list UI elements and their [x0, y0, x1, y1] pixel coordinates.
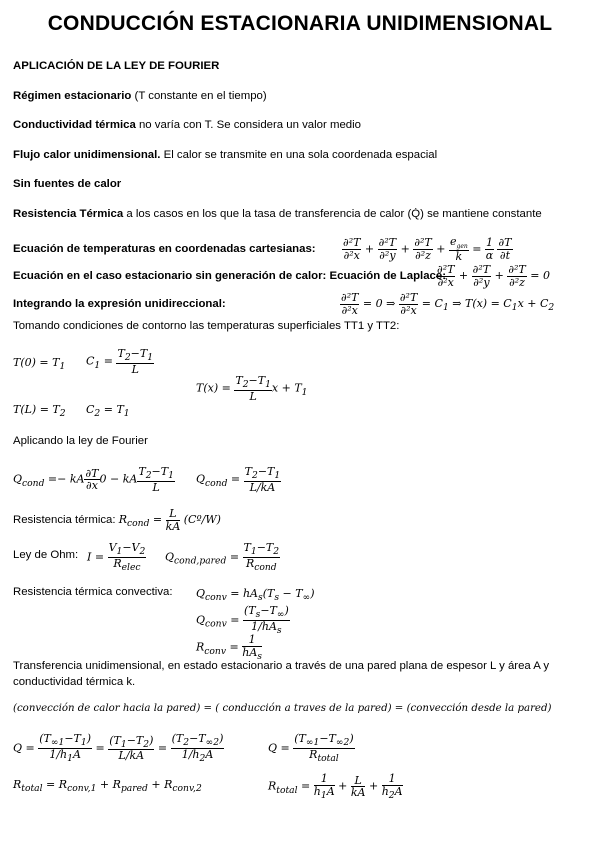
bc-t0: $T(0) = T_1$	[13, 356, 66, 373]
rtotal-expanded: $R_{total}$ = $\frac{1}{h_1A}$ + $\frac{L}{kA}$ + $\frac{1}{h_2A}$	[268, 772, 403, 801]
qconv-newton: $Q_{conv} = hA_s(T_s - T_\infty)$	[196, 587, 315, 604]
item-term: Flujo calor unidimensional.	[13, 149, 161, 161]
section-heading: APLICACIÓN DE LA LEY DE FOURIER	[13, 60, 220, 72]
q-total: Q = $\frac{(T_{\infty 1}-T_{\infty 2})}{R_{total}}$	[268, 732, 354, 764]
item-resistencia	[13, 208, 542, 220]
item-term: Sin fuentes de calor	[13, 178, 122, 190]
eq-label-integrating: Integrando la expresión unidireccional:	[13, 298, 226, 310]
item-fuentes	[13, 178, 121, 190]
rcond-label: Resistencia térmica:	[13, 514, 116, 527]
item-flujo	[13, 149, 437, 161]
qconv-resistance: $Q_{conv}$ = $\frac{(T_s-T_\infty)}{1/hA_s}$	[196, 604, 289, 636]
heat-equation: $\frac{\text{∂²T}}{\text{∂²x}}$ + $\frac{\text{∂²T}}{\text{∂²y}}$ + $\frac{\text{∂²T}}{\text{∂²z}}$ + $\frac{e_{gen}}{k}$ = $\frac{1}{\alpha}$ $\frac{\partial T}{\partial t}$	[343, 235, 512, 264]
qcond-resistance: $Q_{cond}$ = $\frac{T_2-T_1}{L/kA}$	[196, 465, 281, 494]
c2-equation: $C_2 = T_1$	[86, 403, 130, 420]
eq-label-cartesian: Ecuación de temperaturas en coordenadas cartesianas:	[13, 243, 316, 255]
item-regimen	[13, 90, 267, 102]
units: (Cº/W)	[183, 513, 221, 527]
wall-text-1: Transferencia unidimensional, en estado estacionario a través de una pared plana de espesor L y área A y	[13, 660, 550, 672]
rconv-equation: $R_{conv}$ = $\frac{1}{hA_s}$	[196, 633, 262, 662]
page-title: CONDUCCIÓN ESTACIONARIA UNIDIMENSIONAL	[47, 12, 553, 35]
item-text: no varía con T. Se considera un valor medio	[135, 119, 361, 131]
laplace-equation: $\frac{\text{∂²T}}{\text{∂²x}}$ + $\frac{\text{∂²T}}{\text{∂²y}}$ + $\frac{\text{∂²T}}{\text{∂²z}}$ = 0	[437, 263, 550, 289]
item-text: (T constante en el tiempo)	[131, 90, 267, 102]
contour-text: Tomando condiciones de contorno las temperaturas superficiales TT1 y TT2:	[13, 320, 400, 332]
item-text: a los casos en los que la tasa de transferencia de calor (Q̇) se mantiene constante	[123, 208, 542, 220]
c1-equation: $C_1$ = $\frac{T_2-T_1}{L}$	[86, 347, 154, 376]
ohm-label: Ley de Ohm:	[13, 549, 79, 561]
wall-text-2: conductividad térmica k.	[13, 676, 136, 688]
fourier-label: Aplicando la ley de Fourier	[13, 435, 148, 447]
rtotal-sum: $R_{total} = R_{conv,1} + R_{pared} + R_{conv,2}$	[13, 778, 202, 795]
qcond-fourier: $Q_{cond}$ =− kA $\frac{\partial T}{\partial x}$ 0 − kA $\frac{T_2-T_1}{L}$	[13, 465, 174, 494]
item-conductividad	[13, 119, 361, 131]
balance-equation: (convección de calor hacia la pared) = ( conducción a traves de la pared) = (convección desde la pared)	[13, 703, 552, 714]
item-term: Conductividad térmica	[13, 119, 136, 131]
eq-label-laplace: Ecuación en el caso estacionario sin generación de calor: Ecuación de Laplace:	[13, 270, 446, 282]
item-term: Resistencia Térmica	[13, 208, 124, 220]
tx-solution: T(x) = $\frac{T_2-T_1}{L}$ $x + T_1$	[196, 374, 308, 403]
item-text: El calor se transmite en una sola coordenada espacial	[160, 149, 438, 161]
bc-tl: $T(L) = T_2$	[13, 403, 66, 420]
rcond-line: Resistencia térmica: $R_{cond}$ = $\frac{L}{kA}$ (Cº/W)	[13, 507, 221, 533]
item-term: Régimen estacionario	[13, 90, 132, 102]
integration-equation: $\frac{\text{∂²T}}{\text{∂²x}}$ = 0 ⇒ $\frac{\text{∂²T}}{\text{∂²x}}$ = $C_1$ ⇒ $T(x) = C_1x + C_2$	[341, 291, 555, 317]
q-series: Q = $\frac{(T_{\infty 1}-T_1)}{1/h_1A}$ = $\frac{(T_1-T_2)}{L/kA}$ = $\frac{(T_2-T_{\infty 2})}{1/h_2A}$	[13, 732, 224, 764]
rconv-label: Resistencia térmica convectiva:	[13, 586, 173, 598]
qcond-pared: $Q_{cond,pared}$ = $\frac{T_1-T_2}{R_{cond}}$	[165, 541, 280, 573]
ohm-equation: I = $\frac{V_1-V_2}{R_{elec}}$	[87, 541, 146, 573]
